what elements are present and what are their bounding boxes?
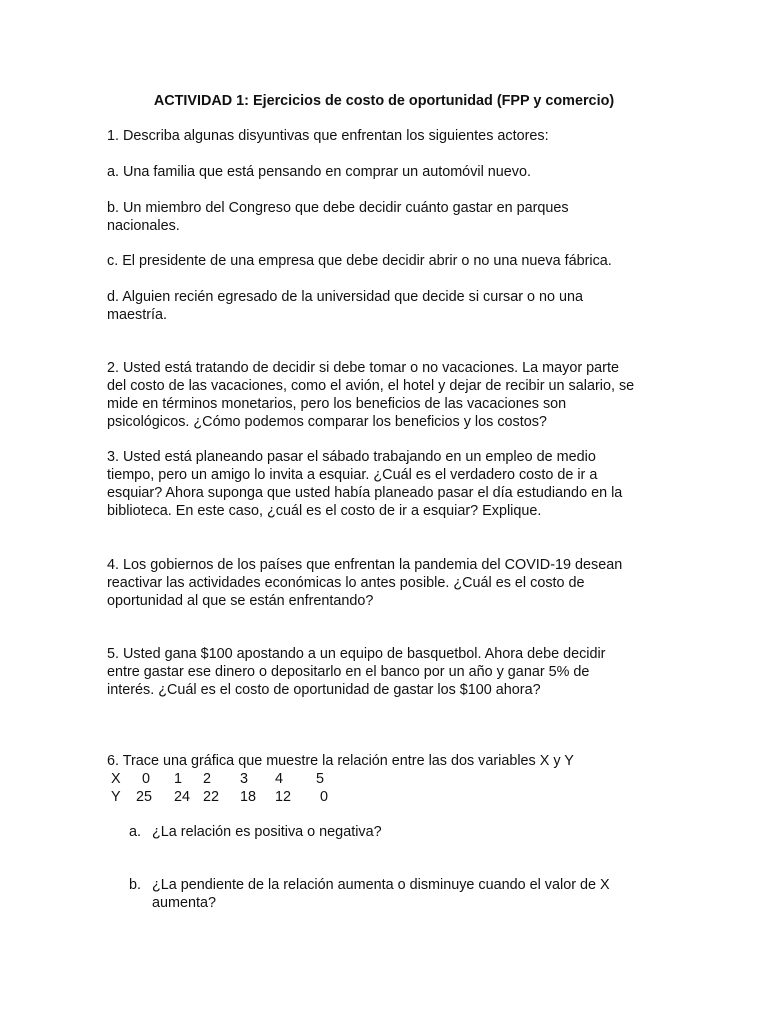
q6-item-a-text: ¿La relación es positiva o negativa? [152,824,382,840]
q1-item-c: c. El presidente de una empresa que debe decidir abrir o no una nueva fábrica. [107,253,612,269]
q2-line4: psicológicos. ¿Cómo podemos comparar los beneficios y los costos? [107,414,547,430]
table-label-x: X [111,771,121,787]
q1-item-d-line2: maestría. [107,307,167,323]
table-cell: 0 [142,771,151,787]
q3-line2: tiempo, pero un amigo lo invita a esquiar. ¿Cuál es el verdadero costo de ir a [107,467,598,483]
q3-line1: 3. Usted está planeando pasar el sábado trabajando en un empleo de medio [107,449,596,465]
q1-item-d-line1: d. Alguien recién egresado de la universidad que decide si cursar o no una [107,289,584,305]
q6-item-b-marker: b. [129,877,142,893]
q6-intro: 6. Trace una gráfica que muestre la relación entre las dos variables X y Y [107,753,574,769]
table-cell: 24 [174,789,191,805]
q1-item-b-line1: b. Un miembro del Congreso que debe decidir cuánto gastar en parques [107,200,569,216]
q1-intro: 1. Describa algunas disyuntivas que enfrentan los siguientes actores: [107,128,549,144]
table-cell: 22 [203,789,220,805]
table-cell: 25 [136,789,153,805]
table-cell: 12 [275,789,292,805]
q5-line3: interés. ¿Cuál es el costo de oportunidad de gastar los $100 ahora? [107,682,541,698]
table-cell: 2 [203,771,212,787]
table-label-y: Y [111,789,121,805]
q2-line2: del costo de las vacaciones, como el avión, el hotel y dejar de recibir un salario, se [107,378,635,394]
q5-line2: entre gastar ese dinero o depositarlo en el banco por un año y ganar 5% de [107,664,590,680]
q6-item-a-marker: a. [129,824,142,840]
q6-item-b-line1: ¿La pendiente de la relación aumenta o disminuye cuando el valor de X [152,877,610,893]
table-cell: 3 [240,771,249,787]
table-cell: 18 [240,789,257,805]
q5-line1: 5. Usted gana $100 apostando a un equipo de basquetbol. Ahora debe decidir [107,646,606,662]
q1-item-a: a. Una familia que está pensando en comprar un automóvil nuevo. [107,164,531,180]
q3-line4: biblioteca. En este caso, ¿cuál es el costo de ir a esquiar? Explique. [107,503,542,519]
q4-line1: 4. Los gobiernos de los países que enfrentan la pandemia del COVID-19 desean [107,557,623,573]
q3-line3: esquiar? Ahora suponga que usted había planeado pasar el día estudiando en la [107,485,623,501]
q1-item-b-line2: nacionales. [107,218,180,234]
table-cell: 5 [316,771,325,787]
q2-line3: mide en términos monetarios, pero los beneficios de las vacaciones son [107,396,567,412]
table-cell: 0 [320,789,329,805]
q2-line1: 2. Usted está tratando de decidir si debe tomar o no vacaciones. La mayor parte [107,360,619,376]
table-cell: 1 [174,771,183,787]
page-title: ACTIVIDAD 1: Ejercicios de costo de oportunidad (FPP y comercio) [153,93,615,109]
q4-line2: reactivar las actividades económicas lo antes posible. ¿Cuál es el costo de [107,575,585,591]
q4-line3: oportunidad al que se están enfrentando? [107,593,374,609]
table-cell: 4 [275,771,284,787]
q6-item-b-line2: aumenta? [152,895,217,911]
